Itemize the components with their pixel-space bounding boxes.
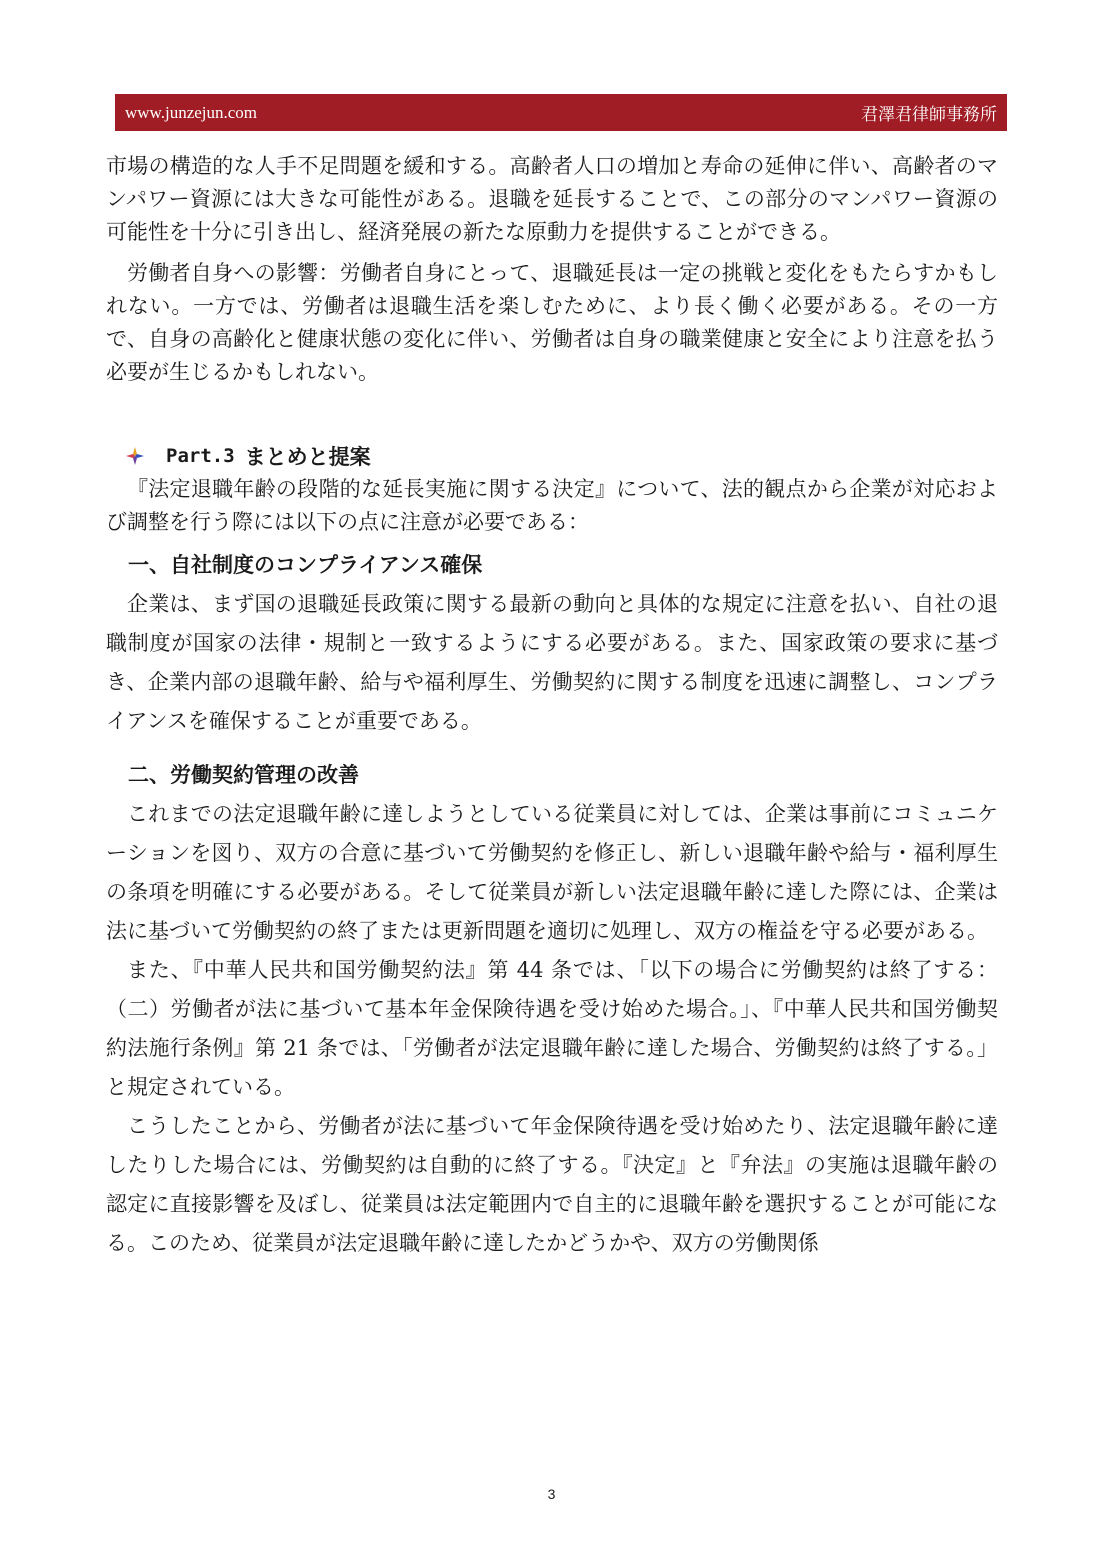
section-part-label: Part.3 — [166, 445, 235, 467]
paragraph-contract-3: こうしたことから、労働者が法に基づいて年金保険待遇を受け始めたり、法定退職年齢に達したりした場合には、労働契約は自動的に終了する。『決定』と『弁法』の実施は退職年齢の認定に直接影響を及ぼし、従業員は法定範囲内で自主的に退職年齢を選択することが可能になる。このため、従業員が法定退職年齢に達したかどうかや、双方の労働関係 — [106, 1114, 998, 1255]
document-body — [106, 150, 998, 1263]
paragraph-contract-2: また、『中華人民共和国労働契約法』第 44 条では、「以下の場合に労働契約は終了する：（二）労働者が法に基づいて基本年金保険待遇を受け始めた場合。」、『中華人民共和国労働契約法施行条例』第 21 条では、「労働者が法定退職年齢に達した場合、労働契約は終了する。」と規定されている。 — [106, 958, 998, 1099]
section-title: まとめと提案 — [244, 444, 371, 469]
section-heading-part3 — [106, 439, 998, 473]
header-url: www.junzejun.com — [125, 102, 258, 122]
page-header — [115, 94, 1007, 131]
subheading-compliance: 一、自社制度のコンプライアンス確保 — [128, 552, 483, 577]
cross-bullet-icon — [124, 445, 146, 467]
paragraph-labor-market: 市場の構造的な人手不足問題を緩和する。高齢者人口の増加と寿命の延伸に伴い、高齢者のマンパワー資源には大きな可能性がある。退職を延長することで、この部分のマンパワー資源の可能性を十分に引き出し、経済発展の新たな原動力を提供することができる。 — [106, 154, 998, 244]
paragraph-contract-1: これまでの法定退職年齢に達しようとしている従業員に対しては、企業は事前にコミュニケーションを図り、双方の合意に基づいて労働契約を修正し、新しい退職年齢や給与・福利厚生の条項を明確にする必要がある。そして従業員が新しい法定退職年齢に達した際には、企業は法に基づいて労働契約の終了または更新問題を適切に処理し、双方の権益を守る必要がある。 — [106, 802, 999, 943]
header-firm-name: 君澤君律師事務所 — [861, 105, 997, 124]
page-number: 3 — [547, 1486, 556, 1502]
section-intro: 『法定退職年齢の段階的な延長実施に関する決定』について、法的観点から企業が対応および調整を行う際には以下の点に注意が必要である： — [106, 477, 998, 534]
subheading-contract-management: 二、労働契約管理の改善 — [128, 762, 359, 787]
paragraph-compliance: 企業は、まず国の退職延長政策に関する最新の動向と具体的な規定に注意を払い、自社の退職制度が国家の法律・規制と一致するようにする必要がある。また、国家政策の要求に基づき、企業内部の退職年齢、給与や福利厚生、労働契約に関する制度を迅速に調整し、コンプライアンスを確保することが重要である。 — [106, 592, 999, 733]
paragraph-worker-impact: 労働者自身への影響：労働者自身にとって、退職延長は一定の挑戦と変化をもたらすかもしれない。一方では、労働者は退職生活を楽しむために、より長く働く必要がある。その一方で、自身の高齢化と健康状態の変化に伴い、労働者は自身の職業健康と安全により注意を払う必要が生じるかもしれない。 — [106, 261, 998, 384]
